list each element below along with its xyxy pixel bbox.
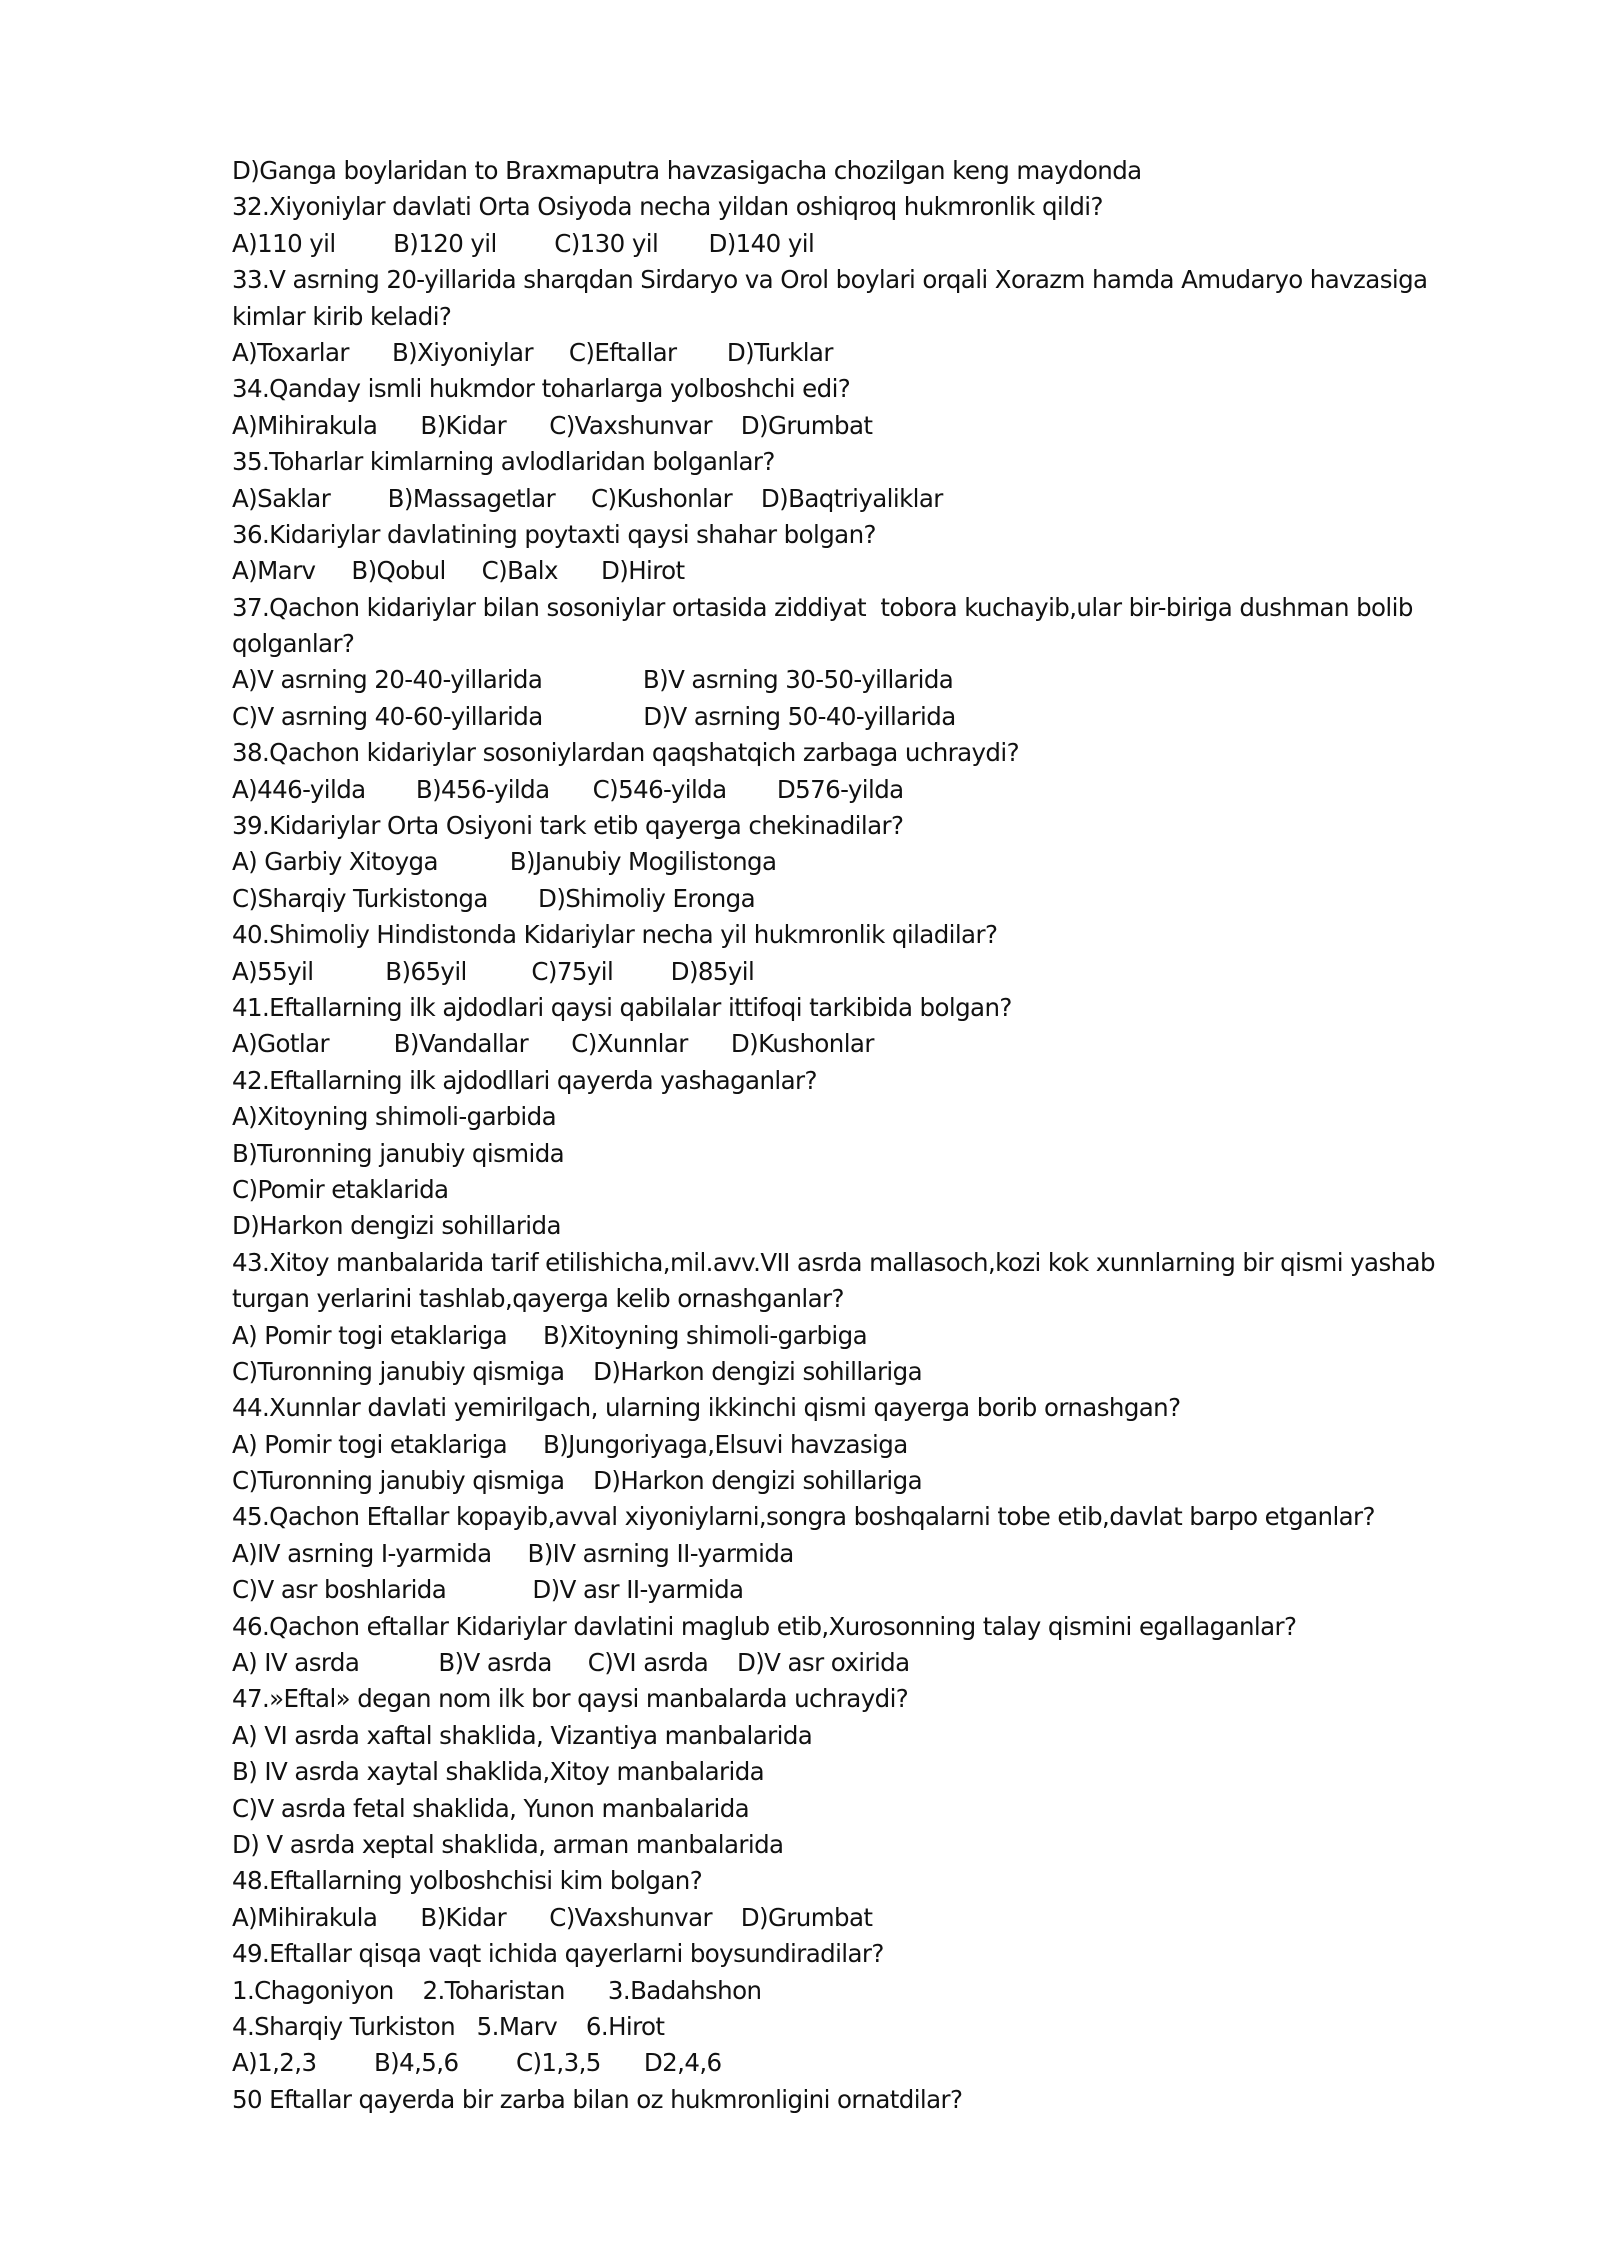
text-line: D)Harkon dengizi sohillarida bbox=[232, 1211, 561, 1241]
text-line: C)Pomir etaklarida bbox=[232, 1174, 449, 1204]
text-line: A) Pomir togi etaklariga B)Jungoriyaga,Elsuvi havzasiga bbox=[232, 1429, 908, 1459]
text-line: 49.Eftallar qisqa vaqt ichida qayerlarni boysundiradilar? bbox=[232, 1939, 884, 1969]
text-line: 43.Xitoy manbalarida tarif etilishicha,mil.avv.VII asrda mallasoch,kozi kok xunnlarning bir qismi yashab bbox=[232, 1247, 1435, 1277]
text-line: 1.Chagoniyon 2.Toharistan 3.Badahshon bbox=[232, 1975, 762, 2005]
text-line: C)V asrning 40-60-yillarida D)V asrning 50-40-yillarida bbox=[232, 701, 956, 731]
text-line: A) VI asrda xaftal shaklida, Vizantiya manbalarida bbox=[232, 1720, 813, 1750]
text-line: C)V asrda fetal shaklida, Yunon manbalarida bbox=[232, 1793, 750, 1823]
text-line: A)55yil B)65yil C)75yil D)85yil bbox=[232, 956, 755, 986]
text-line: A)Toxarlar B)Xiyoniylar C)Eftallar D)Turklar bbox=[232, 337, 833, 367]
text-line: C)Turonning janubiy qismiga D)Harkon dengizi sohillariga bbox=[232, 1466, 923, 1496]
text-line: D) V asrda xeptal shaklida, arman manbalarida bbox=[232, 1829, 784, 1859]
text-line: 45.Qachon Eftallar kopayib,avval xiyoniylarni,songra boshqalarni tobe etib,davlat barpo etganlar? bbox=[232, 1502, 1375, 1532]
text-line: A) Pomir togi etaklariga B)Xitoyning shimoli-garbiga bbox=[232, 1320, 867, 1350]
text-line: 42.Eftallarning ilk ajdodllari qayerda yashaganlar? bbox=[232, 1065, 817, 1095]
text-line: 44.Xunnlar davlati yemirilgach, ularning ikkinchi qismi qayerga borib ornashgan? bbox=[232, 1393, 1181, 1423]
text-line: 35.Toharlar kimlarning avlodlaridan bolganlar? bbox=[232, 447, 775, 477]
text-line: 4.Sharqiy Turkiston 5.Marv 6.Hirot bbox=[232, 2011, 665, 2041]
text-line: A)V asrning 20-40-yillarida B)V asrning 30-50-yillarida bbox=[232, 665, 954, 695]
text-line: B)Turonning janubiy qismida bbox=[232, 1138, 565, 1168]
text-line: 34.Qanday ismli hukmdor toharlarga yolboshchi edi? bbox=[232, 374, 851, 404]
text-line: A)IV asrning I-yarmida B)IV asrning II-yarmida bbox=[232, 1538, 794, 1568]
text-line: A)1,2,3 B)4,5,6 C)1,3,5 D2,4,6 bbox=[232, 2048, 722, 2078]
text-line: 40.Shimoliy Hindistonda Kidariylar necha yil hukmronlik qiladilar? bbox=[232, 920, 998, 950]
text-line: C)Turonning janubiy qismiga D)Harkon dengizi sohillariga bbox=[232, 1356, 923, 1386]
text-line: D)Ganga boylaridan to Braxmaputra havzasigacha chozilgan keng maydonda bbox=[232, 156, 1142, 185]
text-line: A)110 yil B)120 yil C)130 yil D)140 yil bbox=[232, 228, 815, 258]
text-line: C)Sharqiy Turkistonga D)Shimoliy Eronga bbox=[232, 883, 756, 913]
text-line: 46.Qachon eftallar Kidariylar davlatini maglub etib,Xurosonning talay qismini egallaganlar? bbox=[232, 1611, 1297, 1641]
text-line: A) IV asrda B)V asrda C)VI asrda D)V asr oxirida bbox=[232, 1648, 910, 1678]
document-page bbox=[232, 153, 1522, 2118]
text-line: 36.Kidariylar davlatining poytaxti qaysi shahar bolgan? bbox=[232, 519, 876, 549]
text-line: C)V asr boshlarida D)V asr II-yarmida bbox=[232, 1575, 744, 1605]
text-line: A)Xitoyning shimoli-garbida bbox=[232, 1102, 556, 1132]
text-line: B) IV asrda xaytal shaklida,Xitoy manbalarida bbox=[232, 1757, 765, 1787]
text-line: 48.Eftallarning yolboshchisi kim bolgan? bbox=[232, 1866, 703, 1896]
text-line: turgan yerlarini tashlab,qayerga kelib ornashganlar? bbox=[232, 1284, 844, 1314]
text-line: A) Garbiy Xitoyga B)Janubiy Mogilistonga bbox=[232, 847, 777, 877]
text-line: 37.Qachon kidariylar bilan sosoniylar ortasida ziddiyat tobora kuchayib,ular bir-biriga dushman bolib bbox=[232, 592, 1413, 622]
text-line: A)446-yilda B)456-yilda C)546-yilda D576-yilda bbox=[232, 774, 904, 804]
text-line: 33.V asrning 20-yillarida sharqdan Sirdaryo va Orol boylari orqali Xorazm hamda Amudaryo havzasiga bbox=[232, 265, 1428, 295]
text-line: 38.Qachon kidariylar sosoniylardan qaqshatqich zarbaga uchraydi? bbox=[232, 738, 1019, 768]
text-line: A)Mihirakula B)Kidar C)Vaxshunvar D)Grumbat bbox=[232, 1902, 873, 1932]
text-line: A)Saklar B)Massagetlar C)Kushonlar D)Baqtriyaliklar bbox=[232, 483, 943, 513]
text-line: 32.Xiyoniylar davlati Orta Osiyoda necha yildan oshiqroq hukmronlik qildi? bbox=[232, 192, 1103, 222]
text-line: A)Mihirakula B)Kidar C)Vaxshunvar D)Grumbat bbox=[232, 410, 873, 440]
text-line: 39.Kidariylar Orta Osiyoni tark etib qayerga chekinadilar? bbox=[232, 811, 904, 841]
text-line: qolganlar? bbox=[232, 629, 355, 659]
text-line: A)Gotlar B)Vandallar C)Xunnlar D)Kushonlar bbox=[232, 1029, 874, 1059]
text-line: 47.»Eftal» degan nom ilk bor qaysi manbalarda uchraydi? bbox=[232, 1684, 909, 1714]
text-line: 50 Eftallar qayerda bir zarba bilan oz hukmronligini ornatdilar? bbox=[232, 2084, 963, 2114]
text-line: 41.Eftallarning ilk ajdodlari qaysi qabilalar ittifoqi tarkibida bolgan? bbox=[232, 992, 1012, 1022]
text-line: kimlar kirib keladi? bbox=[232, 301, 452, 331]
text-line: A)Marv B)Qobul C)Balx D)Hirot bbox=[232, 556, 685, 586]
